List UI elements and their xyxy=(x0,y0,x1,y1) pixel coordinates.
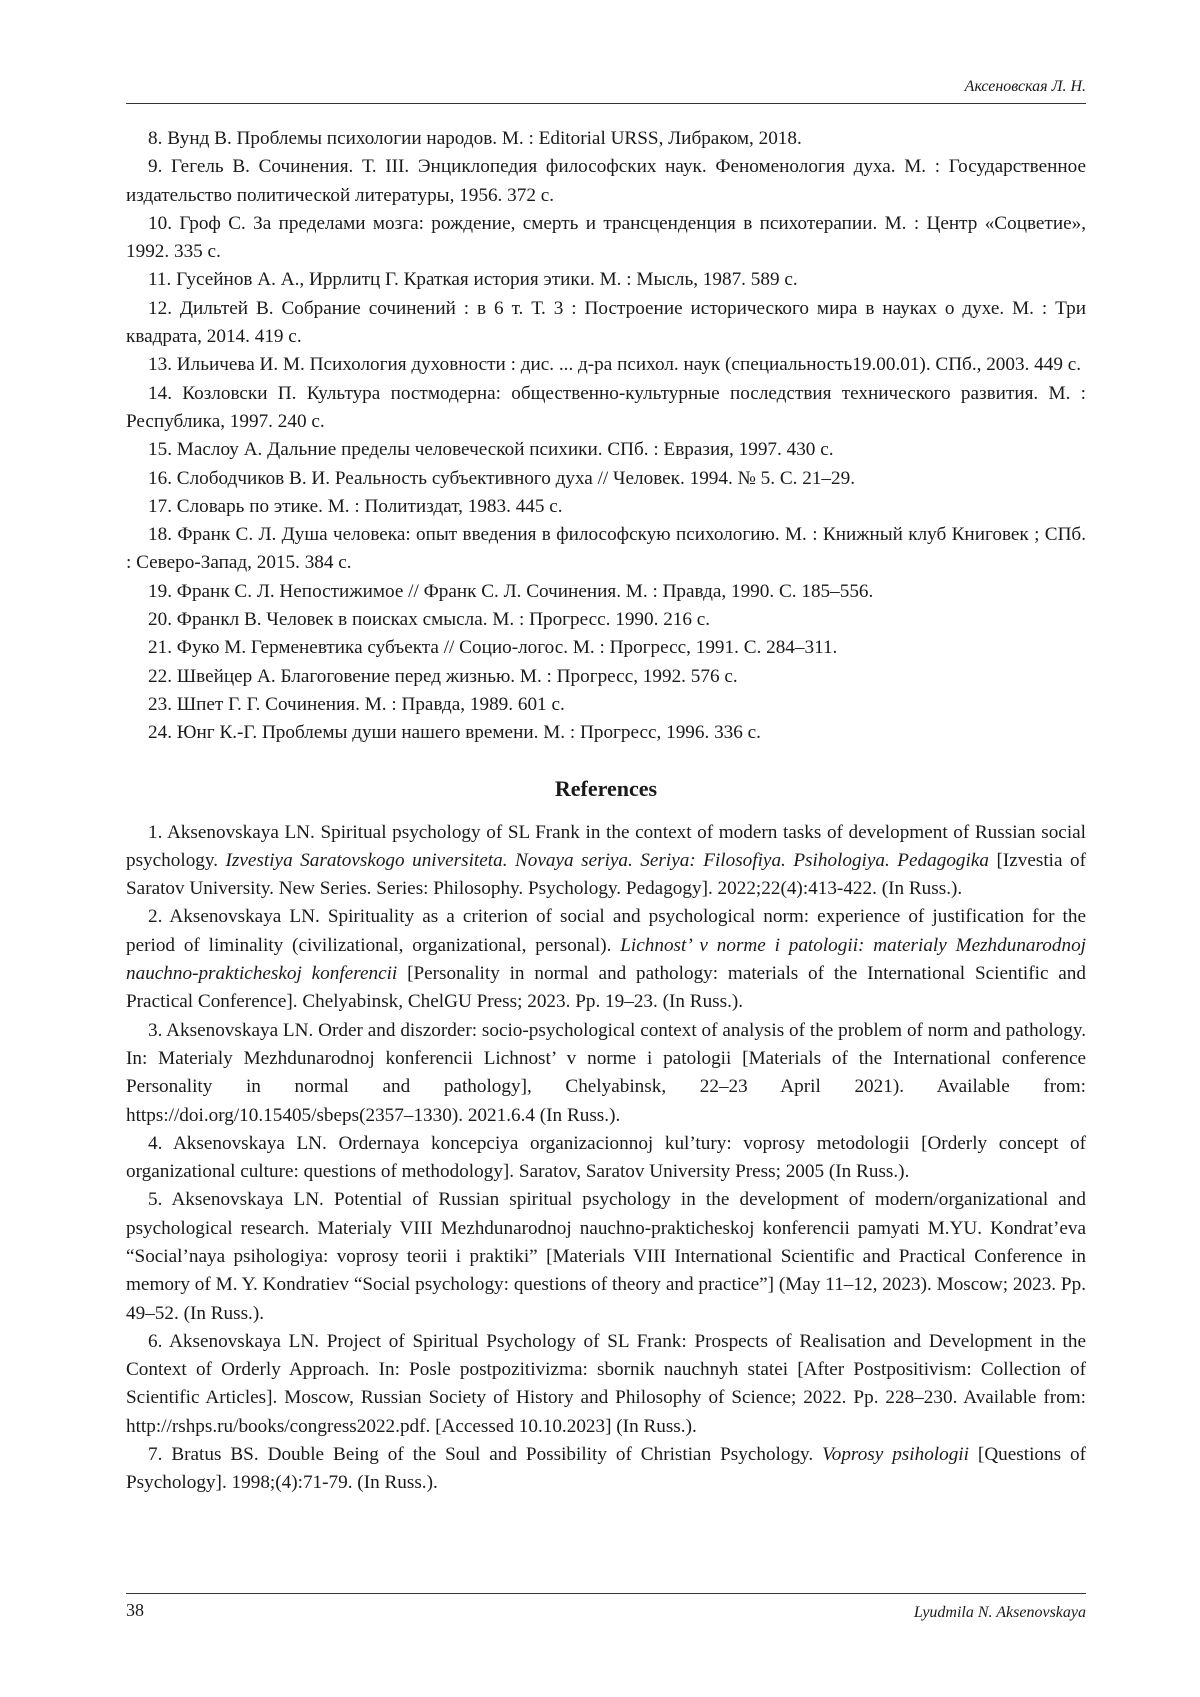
footer-rule xyxy=(126,1593,1086,1594)
reference-item: 23. Шпет Г. Г. Сочинения. М. : Правда, 1989. 601 с. xyxy=(148,693,565,715)
reference-item: 15. Маслоу А. Дальние пределы человеческой психики. СПб. : Евразия, 1997. 430 с. xyxy=(148,439,834,461)
reference-item: 13. Ильичева И. М. Психология духовности : дис. ... д-ра психол. наук (специальность19.00.01). СПб., 2003. 449 с. xyxy=(148,354,1082,376)
reference-item: 14. Козловски П. Культура постмодерна: общественно-культурные последствия технического развития. М. : Республика, 1997. 240 с. xyxy=(126,382,1086,432)
reference-item xyxy=(126,1441,1086,1498)
reference-item: 17. Словарь по этике. М. : Политиздат, 1983. 445 с. xyxy=(148,495,563,517)
reference-text: 7. Bratus BS. Double Being of the Soul and Possibility of Christian Psychology. xyxy=(148,1444,823,1466)
reference-item: 19. Франк С. Л. Непостижимое // Франк С. Л. Сочинения. М. : Правда, 1990. С. 185–556. xyxy=(148,580,874,602)
reference-item: 10. Гроф С. За пределами мозга: рождение, смерть и трансценденция в психотерапии. М. : Центр «Соцветие», 1992. 335 с. xyxy=(126,212,1086,263)
reference-item: 11. Гусейнов А. А., Иррлитц Г. Краткая история этики. М. : Мысль, 1987. 589 с. xyxy=(148,269,798,291)
reference-text: 3. Aksenovskaya LN. Order and diszorder: socio-psychological context of analysis of the problem of norm and pathology. In: Materialy Mezhdunarodnoj konferencii Lichnost’ v norme i patologii [Materials of the International conference Personality in normal and pathology], Chelyabinsk, 22–23 April 2021). Available from: https://doi.org/10.15405/sbeps(2357–1330). 2021.6.4 (In Russ.). xyxy=(126,1019,1086,1126)
reference-item: 8. Вунд В. Проблемы психологии народов. М. : Editorial URSS, Либраком, 2018. xyxy=(148,128,802,149)
reference-item: 9. Гегель В. Сочинения. Т. III. Энциклопедия философских наук. Феноменология духа. М. : Государственное издательство политической литературы, 1956. 372 с. xyxy=(126,156,1086,206)
reference-item: 24. Юнг К.-Г. Проблемы души нашего времени. М. : Прогресс, 1996. 336 с. xyxy=(148,722,761,744)
reference-item: 20. Франкл В. Человек в поисках смысла. М. : Прогресс. 1990. 216 с. xyxy=(148,609,711,631)
reference-item xyxy=(126,1186,1086,1327)
reference-text: [Questions of Psychology]. 1998;(4):71-79. (In Russ.). xyxy=(126,1444,1086,1494)
reference-item: 21. Фуко М. Герменевтика субъекта // Социо-логос. М. : Прогресс, 1991. С. 284–311. xyxy=(148,637,838,659)
reference-item: 22. Швейцер А. Благоговение перед жизнью. М. : Прогресс, 1992. 576 с. xyxy=(148,665,738,687)
reference-text: 1. Aksenovskaya LN. Spiritual psychology of SL Frank in the context of modern tasks of development of Russian social psychology. xyxy=(126,821,1086,871)
reference-text: 6. Aksenovskaya LN. Project of Spiritual Psychology of SL Frank: Prospects of Realisation and Development in the Context of Orderly Approach. In: Posle postpozitivizma: sbornik nauchnyh statei [After Postpositivism: Collection of Scientific Articles]. Moscow, Russian Society of History and Philosophy of Science; 2022. Pp. 228–230. Available from: http://rshps.ru/books/congress2022.pdf. [Accessed 10.10.2023] (In Russ.). xyxy=(126,1330,1086,1437)
russian-reference-list xyxy=(126,125,1086,748)
journal-title: Lichnost’ v norme i patologii: materialy Mezhdunarodnoj nauchno-prakticheskoj konferencii xyxy=(126,934,1086,985)
reference-item xyxy=(126,903,1086,1016)
reference-text: 4. Aksenovskaya LN. Ordernaya koncepciya organizacionnoj kul’tury: voprosy metodologii [Orderly concept of organizational culture: questions of methodology]. Saratov, Saratov University Press; 2005 (In Russ.). xyxy=(126,1132,1086,1183)
references-heading: References xyxy=(554,775,658,801)
reference-text: [Personality in normal and pathology: materials of the International Scientific and Practical Conference]. Chelyabinsk, ChelGU Press; 2023. Pp. 19–23. (In Russ.). xyxy=(126,963,1086,1013)
reference-item: 12. Дильтей В. Собрание сочинений : в 6 т. Т. 3 : Построение исторического мира в науках о духе. М. : Три квадрата, 2014. 419 с. xyxy=(126,297,1086,348)
reference-item: 16. Слободчиков В. И. Реальность субъективного духа // Человек. 1994. № 5. С. 21–29. xyxy=(148,467,856,489)
reference-text: 2. Aksenovskaya LN. Spirituality as a criterion of social and psychological norm: experience of justification for the period of liminality (civilizational, organizational, personal). xyxy=(126,906,1086,956)
running-footer: Lyudmila N. Aksenovskaya xyxy=(913,1604,1086,1621)
reference-text: [Izvestia of Saratov University. New Series. Series: Philosophy. Psychology. Pedagogy]. 2022;22(4):413-422. (In Russ.). xyxy=(126,849,1086,900)
reference-item: 18. Франк С. Л. Душа человека: опыт введения в философскую психологию. М. : Книжный клуб Книговек ; СПб. : Северо-Запад, 2015. 384 с. xyxy=(126,524,1086,574)
header-rule xyxy=(126,103,1086,104)
reference-item xyxy=(126,819,1086,904)
page-number: 38 xyxy=(126,1600,144,1620)
journal-title: Voprosy psihologii xyxy=(822,1444,969,1466)
running-header: Аксеновская Л. Н. xyxy=(964,78,1086,95)
reference-text: 5. Aksenovskaya LN. Potential of Russian spiritual psychology in the development of modern/organizational and psychological research. Materialy VIII Mezhdunarodnoj nauchno-prakticheskoj konferencii pamyati M.YU. Kondrat’eva “Social’naya psihologiya: voprosy teorii i praktiki” [Materials VIII International Scientific and Practical Conference in memory of M. Y. Kondratiev “Social psychology: questions of theory and practice”] (May 11–12, 2023). Moscow; 2023. Pp. 49–52. (In Russ.). xyxy=(126,1189,1086,1324)
english-reference-list xyxy=(126,819,1086,1498)
reference-item xyxy=(126,1017,1086,1130)
reference-item xyxy=(126,1130,1086,1187)
reference-item xyxy=(126,1328,1086,1441)
journal-title: Izvestiya Saratovskogo universiteta. Novaya seriya. Seriya: Filosofiya. Psihologiya. Pedagogika xyxy=(225,849,989,871)
page-content xyxy=(126,125,1086,1498)
